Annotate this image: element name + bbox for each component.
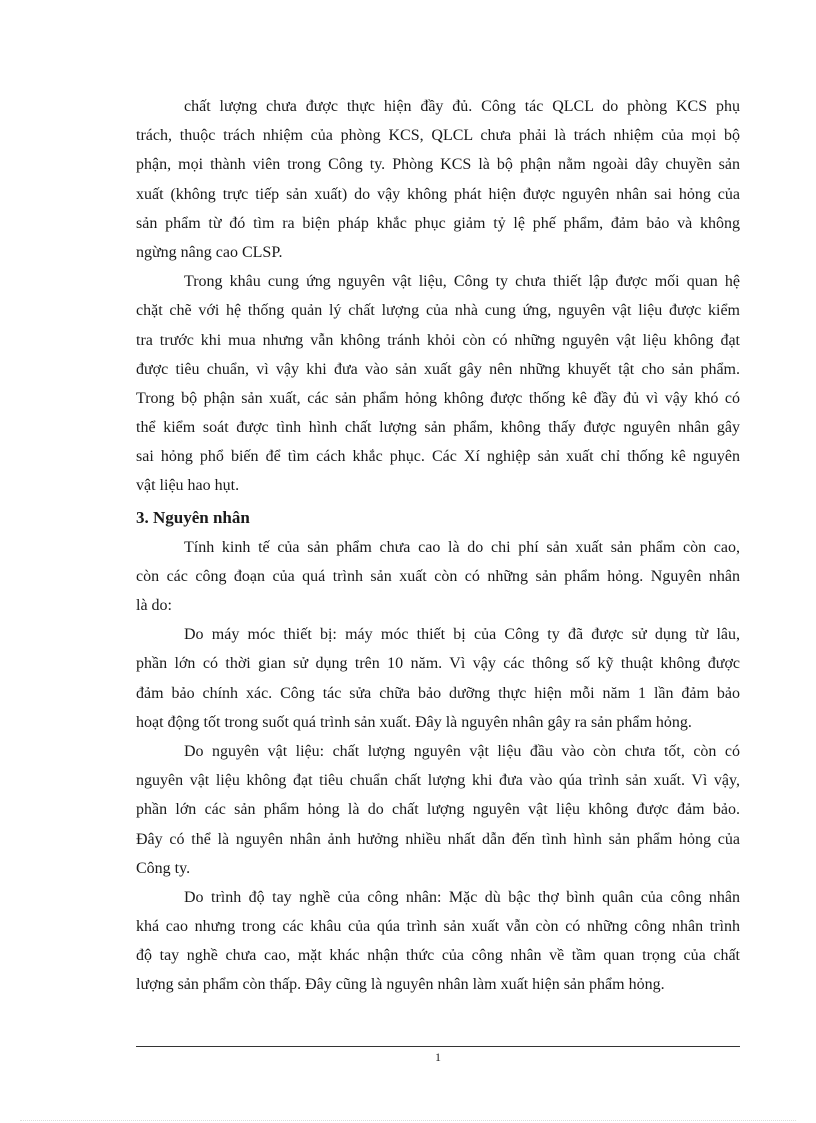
paragraph: [136, 267, 740, 501]
section-heading: 3. Nguyên nhân: [136, 507, 250, 527]
text-line: Đây có thể là nguyên nhân ảnh hưởng nhiều nhất dẫn đến tình hình sản phẩm hỏng của: [136, 830, 740, 848]
text-line: đảm bảo chính xác. Công tác sửa chữa bảo dưỡng thực hiện mỗi năm 1 lần đảm bảo: [136, 684, 740, 702]
paragraph: [136, 92, 740, 267]
text-line: phần lớn các sản phẩm hỏng là do chất lượng nguyên vật liệu không được đảm bảo.: [136, 801, 740, 819]
text-line: Do nguyên vật liệu: chất lượng nguyên vật liệu đầu vào còn chưa tốt, còn có: [184, 742, 740, 760]
text-line: độ tay nghề chưa cao, mặt khác nhận thức của công nhân về tầm quan trọng của chất: [136, 947, 740, 965]
text-line: sai hỏng phổ biến để tìm cách khắc phục. Các Xí nghiệp sản xuất chỉ thống kê nguyên: [136, 448, 740, 466]
text-line: nguyên vật liệu không đạt tiêu chuẩn chất lượng khi đưa vào qúa trình sản xuất. Vì vậy,: [136, 772, 740, 790]
text-line: Do máy móc thiết bị: máy móc thiết bị của Công ty đã được sử dụng từ lâu,: [184, 626, 740, 644]
text-line: trách, thuộc trách nhiệm của phòng KCS, QLCL chưa phải là trách nhiệm của mọi bộ: [136, 127, 740, 145]
text-line: được tiêu chuẩn, vì vậy khi đưa vào sản xuất gây nên những khuyết tật cho sản phẩm.: [136, 360, 740, 378]
paragraph: [136, 883, 740, 1000]
text-line: sản phẩm từ đó tìm ra biện pháp khắc phục giảm tỷ lệ phế phẩm, đảm bảo và không: [136, 214, 740, 232]
text-line: Trong bộ phận sản xuất, các sản phẩm hỏng không được thống kê đầy đủ vì vậy khó có: [136, 389, 740, 407]
text-line: Tính kinh tế của sản phẩm chưa cao là do chi phí sản xuất sản phẩm còn cao,: [184, 538, 740, 556]
text-line: chất lượng chưa được thực hiện đầy đủ. Công tác QLCL do phòng KCS phụ: [184, 98, 740, 115]
text-line: xuất (không trực tiếp sản xuất) do vậy không phát hiện được nguyên nhân sai hỏng của: [136, 185, 740, 203]
text-line: là do:: [136, 597, 172, 614]
text-line: phần lớn có thời gian sử dụng trên 10 năm. Vì vậy các thông số kỹ thuật không được: [136, 655, 740, 673]
text-line: ngừng nâng cao CLSP.: [136, 243, 283, 261]
text-line: Trong khâu cung ứng nguyên vật liệu, Công ty chưa thiết lập được mối quan hệ: [184, 273, 740, 291]
paragraph: [136, 737, 740, 883]
text-line: thể kiểm soát được tình hình chất lượng sản phẩm, không thấy được nguyên nhân gây: [136, 419, 740, 437]
page-number: 1: [435, 1050, 441, 1064]
document-body: [136, 92, 740, 1000]
footer-divider: [136, 1046, 740, 1047]
text-line: tra trước khi mua nhưng vẫn không tránh khỏi còn có những nguyên vật liệu không đạt: [136, 331, 740, 349]
text-line: Công ty.: [136, 859, 191, 877]
text-line: chặt chẽ với hệ thống quản lý chất lượng của nhà cung ứng, nguyên vật liệu được kiểm: [136, 302, 740, 320]
paragraph: [136, 533, 740, 621]
paragraph: [136, 620, 740, 737]
text-line: còn các công đoạn của quá trình sản xuất còn có những sản phẩm hỏng. Nguyên nhân: [136, 567, 740, 585]
text-line: Do trình độ tay nghề của công nhân: Mặc dù bậc thợ bình quân của công nhân: [184, 888, 740, 906]
page-bottom-divider: [20, 1120, 796, 1121]
text-line: khá cao nhưng trong các khâu của qúa trình sản xuất vẫn còn có những công nhân trình: [136, 918, 740, 936]
text-line: hoạt động tốt trong suốt quá trình sản xuất. Đây là nguyên nhân gây ra sản phẩm hỏng.: [136, 713, 692, 731]
text-line: lượng sản phẩm còn thấp. Đây cũng là nguyên nhân làm xuất hiện sản phẩm hỏng.: [136, 976, 665, 994]
text-line: vật liệu hao hụt.: [136, 477, 240, 495]
text-line: phận, mọi thành viên trong Công ty. Phòng KCS là bộ phận nằm ngoài dây chuyền sản: [136, 156, 740, 174]
